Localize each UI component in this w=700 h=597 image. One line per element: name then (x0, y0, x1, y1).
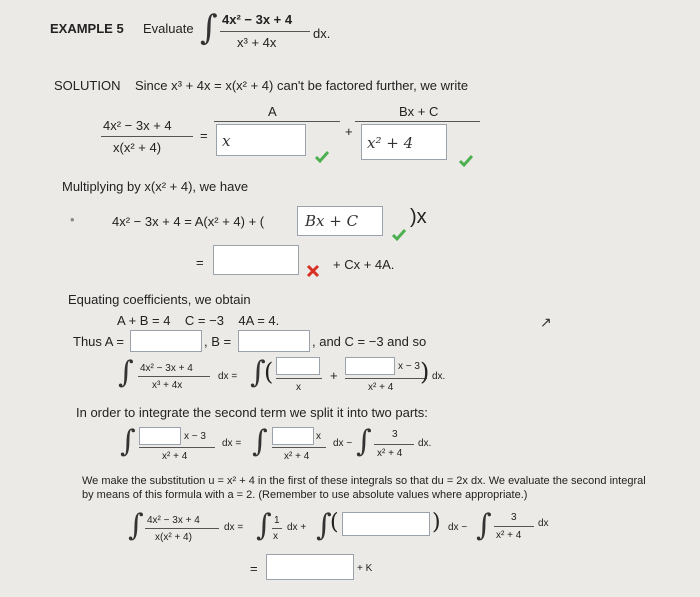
solution-since: Since x³ + 4x = x(x² + 4) can't be factored further, we write (135, 78, 469, 93)
equating-text: Equating coefficients, we obtain (68, 292, 251, 307)
fraction-bar (101, 136, 193, 137)
frac2-denominator: x² + 4 (368, 382, 394, 393)
fraction-bar (345, 378, 427, 379)
check-icon (391, 228, 407, 242)
final-dx-plus: dx + (287, 522, 307, 533)
split-dx-minus: dx − (333, 438, 353, 449)
b-label: , B = (204, 334, 232, 349)
example-denominator: x³ + 4x (237, 35, 277, 50)
answer-box-expansion[interactable] (213, 245, 299, 275)
final-dx-minus: dx − (448, 522, 468, 533)
example-dx: dx. (313, 26, 331, 41)
fraction-bar (494, 526, 534, 527)
answer-box-A-value: x (222, 132, 231, 150)
integral-sign: ∫ (476, 508, 492, 543)
final-denominator: x(x² + 4) (155, 532, 192, 543)
multiplying-eq-right: )x (410, 206, 427, 228)
multiplying-text: Multiplying by x(x² + 4), we have (62, 179, 249, 194)
integral-sign: ∫ (256, 508, 272, 543)
integral-sign: ∫ (120, 424, 136, 459)
plus-sign: + (345, 124, 353, 139)
frac1-denominator: x (296, 382, 301, 393)
integral1-dx: dx = (218, 371, 238, 382)
pf-A-label: A (268, 104, 277, 119)
paren-open: ( (264, 358, 274, 386)
answer-box-B[interactable] (238, 330, 310, 352)
answer-box-frac1-numerator[interactable] (276, 357, 320, 375)
frac2-numerator: x − 3 (398, 361, 420, 372)
split-right-denominator: x² + 4 (377, 448, 403, 459)
plus-k: + K (357, 563, 373, 574)
final-numerator: 4x² − 3x + 4 (147, 515, 200, 526)
equals-sign: = (200, 128, 208, 143)
integral-sign: ∫ (118, 355, 134, 390)
answer-box-frac2-coefficient[interactable] (345, 357, 395, 375)
fraction-bar (138, 376, 210, 377)
stray-mark: ↗ (540, 314, 552, 330)
split-dx-eq: dx = (222, 438, 242, 449)
answer-box-split-left[interactable] (139, 427, 181, 445)
integral-sign: ∫ (316, 508, 332, 543)
paren-close: ) (420, 358, 430, 386)
evaluate-text: Evaluate (143, 21, 194, 36)
split-right-numerator: 3 (392, 429, 398, 440)
integral1-numerator: 4x² − 3x + 4 (140, 363, 193, 374)
check-icon (314, 150, 330, 164)
substitution-line1: We make the substitution u = x² + 4 in the first of these integrals so that du = 2x dx. We evaluate the second integral (82, 475, 646, 487)
multiplying-eq-left: 4x² − 3x + 4 = A(x² + 4) + ( (112, 214, 265, 229)
fraction-bar (272, 447, 326, 448)
fraction-bar (355, 121, 480, 122)
fraction-bar (220, 31, 310, 32)
final-dx-eq: dx = (224, 522, 244, 533)
integral-sign: ∫ (250, 355, 266, 390)
cross-icon (306, 264, 320, 278)
bullet-dot: • (70, 212, 75, 227)
substitution-line2: by means of this formula with a = 2. (Remember to use absolute values where appropriate.) (82, 489, 528, 501)
answer-box-bx-c-value: Bx + C (305, 212, 359, 230)
integral-sign: ∫ (356, 424, 372, 459)
example-label: EXAMPLE 5 (50, 21, 124, 36)
fraction-bar (272, 528, 282, 529)
multiplying-tail: + Cx + 4A. (333, 257, 395, 272)
fraction-bar (145, 528, 219, 529)
check-icon (458, 154, 474, 168)
fraction-bar (214, 121, 340, 122)
example-numerator: 4x² − 3x + 4 (222, 12, 293, 27)
fraction-bar (374, 444, 414, 445)
split-mid-denominator: x² + 4 (284, 451, 310, 462)
answer-box-BC-value: x² + 4 (367, 134, 414, 152)
split-left-denominator: x² + 4 (162, 451, 188, 462)
split-mid-x: x (316, 431, 321, 442)
split-left-numerator: x − 3 (184, 431, 206, 442)
final-three-numerator: 3 (511, 512, 517, 523)
equals-sign: = (196, 255, 204, 270)
answer-box-final-term[interactable] (342, 512, 430, 536)
pf-BC-label: Bx + C (399, 104, 439, 119)
split-dx-end: dx. (418, 438, 432, 449)
equals-sign: = (250, 561, 258, 576)
answer-box-A[interactable] (130, 330, 202, 352)
one-over-x-numerator: 1 (274, 515, 280, 526)
coefficient-equations: A + B = 4 C = −3 4A = 4. (117, 313, 280, 328)
fraction-bar (139, 447, 215, 448)
final-three-denominator: x² + 4 (496, 530, 522, 541)
pf-lhs-numerator: 4x² − 3x + 4 (103, 118, 172, 133)
plus-sign: + (330, 368, 338, 383)
pf-lhs-denominator: x(x² + 4) (113, 140, 162, 155)
solution-label: SOLUTION (54, 78, 121, 93)
thus-a-label: Thus A = (73, 334, 124, 349)
paren-open: ( (330, 510, 339, 535)
split-text: In order to integrate the second term we split it into two parts: (76, 405, 428, 420)
integral-sign: ∫ (200, 8, 218, 48)
and-c-text: , and C = −3 and so (312, 334, 427, 349)
integral1-dx-end: dx. (432, 371, 446, 382)
paren-close: ) (432, 510, 441, 535)
integral1-denominator: x³ + 4x (152, 380, 183, 391)
one-over-x-denominator: x (273, 531, 278, 542)
final-dx: dx (538, 518, 549, 529)
fraction-bar (276, 378, 322, 379)
answer-box-split-mid[interactable] (272, 427, 314, 445)
integral-sign: ∫ (128, 508, 144, 543)
integral-sign: ∫ (252, 424, 268, 459)
answer-box-final-result[interactable] (266, 554, 354, 580)
